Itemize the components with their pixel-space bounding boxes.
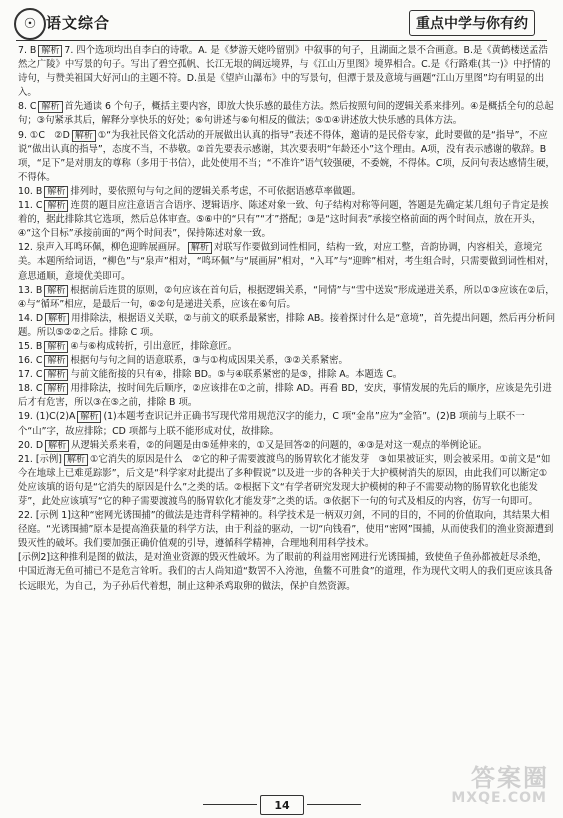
answer-number: 19. (1)C(2)A	[18, 411, 76, 423]
answer-number: 12. 泉声入耳鸣环佩，柳色迎眸展画屏。	[18, 242, 186, 254]
school-emblem-icon: ☉	[14, 8, 46, 40]
answer-item	[18, 410, 556, 438]
answer-number: 16. C	[18, 355, 43, 367]
analysis-tag: 解析	[44, 369, 68, 381]
answer-list	[18, 44, 556, 594]
answer-item	[18, 129, 556, 185]
answer-text: 这种推利是图的做法，是对渔业资源的毁灭性破坏。为了眼前的利益用密网进行光诱围捕，致使鱼子鱼孙都被赶尽杀绝，中国近海无鱼可捕已不是危言耸听。我们的古人尚知道“数罟不入洿池，鱼鳖不可胜食”的道理，作为现代文明人的我们更应该具备长远眼光，为自己，为子孙后代着想，制止这种杀鸡取卵的做法，保护自然资源。	[18, 552, 553, 592]
answer-text: ①“为我社民俗文化活动的开展做出认真的指导”表述不得体，邀请的是民俗专家，此时要做的是“指导”，不应说“做出认真的指导”，态度不当，不恭敬。②首先要表示感谢，其次要表明“年龄还小”这个理由。A项，没有表示感谢的敬辞。B项，“足下”是对朋友的尊称（多用于书信），此处使用不当；“不准许”语气较强硬，不委婉，不得体。C项，反问句表达感情生硬，不得体。	[18, 129, 555, 183]
answer-number: 8. C	[18, 101, 37, 113]
answer-item	[18, 199, 556, 241]
answer-item	[18, 241, 556, 283]
answer-number: [示例2]	[18, 552, 51, 564]
analysis-tag: 解析	[45, 440, 69, 452]
answer-number: 7. B	[18, 45, 37, 56]
answer-item	[18, 100, 556, 128]
answer-text: 用排除法，根据语义关联，②与前文的联系最紧密，排除 AB。接着探讨什么是“意境”，首先提出问题，然后再分析问题。所以⑤②②之后。排除 C 项。	[18, 312, 556, 338]
analysis-tag: 解析	[44, 355, 68, 367]
answer-number: 17. C	[18, 369, 43, 381]
answer-number: 22. [示例 1]	[18, 510, 71, 522]
answer-text: ④与⑥构成转折，引出意匠，排除意匠。	[70, 340, 238, 352]
answer-number: 18. C	[18, 383, 43, 395]
subject-title: 语文综合	[46, 14, 111, 32]
answer-item	[18, 439, 556, 453]
answer-text: 这种“密网光诱围捕”的做法是违背科学精神的。科学技术是一柄双刃剑，不同的目的，不同的价值取向，其结果大相径庭。“光诱围捕”原本是提高渔获量的科学方法，由于利益的驱动，一切“向钱看”，使用“密网”围捕，从而使我们的渔业资源遭到毁灭性的破坏。我们要加强正确价值观的引导，遵循科学精神，合理地利用科学技术。	[18, 510, 554, 550]
answer-text: 7. 四个选项均出自李白的诗歌。A. 是《梦游天姥吟留别》中叙事的句子，且湖面之景不合画意。B.是《黄鹤楼送孟浩然之广陵》中写景的句子。写出了碧空孤帆、长江无垠的阔远境界，与《江山万里图》境界相合。C.是《行路难(其一)》中抒情的诗句，与赞美祖国大好河山的主题不符。D.虽是《望庐山瀑布》中的写景句，但潭于景及意境与画题“江山万里图”均有明显的出入。	[18, 45, 551, 99]
answer-number: 10. B	[18, 185, 43, 197]
answer-number: 9. ①C ②D	[18, 129, 70, 141]
brand-title: 重点中学与你有约	[409, 10, 535, 36]
answer-text: 与前文能衔接的只有④，排除 BD。⑤与④联系紧密的是⑤，排除 A。本题选 C。	[70, 369, 403, 381]
answer-text: (1)本题考查识记并正确书写现代常用规范汉字的能力，C 项“金帛”应为“金箔”。(2)B 项前与上联不一个“山”字，故应排除；CD 项都与上联不能形成对仗，故排除。	[18, 411, 525, 437]
answer-item	[18, 312, 556, 340]
analysis-tag: 解析	[44, 200, 68, 212]
answer-number: 20. D	[18, 439, 44, 451]
answer-number: 21. [示例]	[18, 453, 62, 465]
answer-text: 用排除法，按时间先后顺序，②应该排在①之前，排除 AD。再看 BD，安庆，事情发展的先后的顺序，应该是先引进后才有危害，所以③在⑤之前，排除 B 项。	[18, 383, 552, 409]
answer-text: ①它消失的原因是什么 ②它的种子需要渡渡鸟的肠胃软化才能发芽 ③如果被证实，则会被采用。①前文是“如今在地球上已难觅踪影”，后文是“科学家对此提出了多种假说”以及进一步的各种关于大护模树消失的原因，由此我们可以断定①处应该填的语句是“它消失的原因是什么”之类的话。②根据下文“有学者研究发现大护模树的种子不需要动物的肠胃软化也能发芽”，此处应该填写“它的种子需要渡渡鸟的肠胃软化才能发芽”之类的话。③依据下一句的句式及相反的内容，仿写一句即可。	[18, 453, 551, 507]
answer-text: 根据句与句之间的语意联系，③与①构成因果关系，③②关系紧密。	[70, 355, 348, 367]
analysis-tag: 解析	[38, 101, 62, 113]
answer-item	[18, 551, 556, 593]
answer-number: 13. B	[18, 284, 43, 296]
answer-text: 排列时，要依照句与句之间的逻辑关系考虑，不可依据语感草率做题。	[70, 185, 361, 197]
answer-text: 根据前后连贯的原则，②句应该在首句后，根据逻辑关系，“同情”与“雪中送炭”形成递进关系，所以①③应该在②后，④与“循环”相应，是最后一句，⑥②句是递进关系，应该在⑥句后。	[18, 284, 555, 310]
analysis-tag: 解析	[44, 341, 68, 353]
answer-text: 从逻辑关系来看，②的问题是由⑤延伸来的，①又是回答②的问题的，④③是对这一观点的举例论证。	[71, 439, 488, 451]
answer-text: 连贯的题目应注意语言合语序、逻辑语序、陈述对象一致、句子结构对称等问题，答题是先确定某几组句子肯定是挨着的，据此排除其它选项，然后总体审查。⑤⑥中的“只有”“才”搭配；③是“这时间表”承接空格前面的两个时间点，放在开头，④“这个目标”承接前面的“两个时间表”，保持陈述对象一致。	[18, 200, 549, 240]
watermark-url: MXQE.COM	[451, 790, 547, 806]
watermark-logo: 答案圈	[471, 764, 549, 792]
analysis-tag: 解析	[44, 285, 68, 297]
analysis-tag: 解析	[188, 242, 212, 254]
answer-number: 11. C	[18, 200, 43, 212]
header-rule	[16, 40, 547, 41]
answer-item	[18, 185, 556, 199]
analysis-tag: 解析	[38, 45, 62, 57]
analysis-tag: 解析	[64, 454, 88, 466]
answer-item	[18, 284, 556, 312]
answer-item	[18, 382, 556, 410]
answer-item	[18, 44, 556, 100]
answer-item	[18, 453, 556, 509]
analysis-tag: 解析	[45, 313, 69, 325]
answer-item	[18, 354, 556, 368]
analysis-tag: 解析	[44, 383, 68, 395]
analysis-tag: 解析	[72, 130, 96, 142]
answer-item	[18, 368, 556, 382]
page-number: 14	[260, 795, 304, 815]
page-header	[0, 0, 563, 46]
answer-text: 首先通读 6 个句子，概括主要内容，即放大快乐感的最佳方法。然后按照句间的逻辑关系来排列。④是概括全句的总起句；③句紧承其后，解释分享快乐的好处；⑥句讲述与⑥句相反的做法；⑤①④讲述放大快乐感的具体方法。	[18, 101, 554, 127]
answer-number: 14. D	[18, 312, 44, 324]
answer-item	[18, 509, 556, 551]
analysis-tag: 解析	[44, 186, 68, 198]
answer-text: 对联写作要做到词性相同，结构一致，对应工整，音韵协调，内容相关，意境完美。本题所给词语，“柳色”与“泉声”相对，“鸣环佩”与“展画屏”相对，“入耳”与“迎眸”相对，考生组合时，只需要做到词性相对，意思通顺，意境优美即可。	[18, 242, 555, 282]
analysis-tag: 解析	[77, 411, 101, 423]
answer-item	[18, 340, 556, 354]
answer-number: 15. B	[18, 340, 43, 352]
